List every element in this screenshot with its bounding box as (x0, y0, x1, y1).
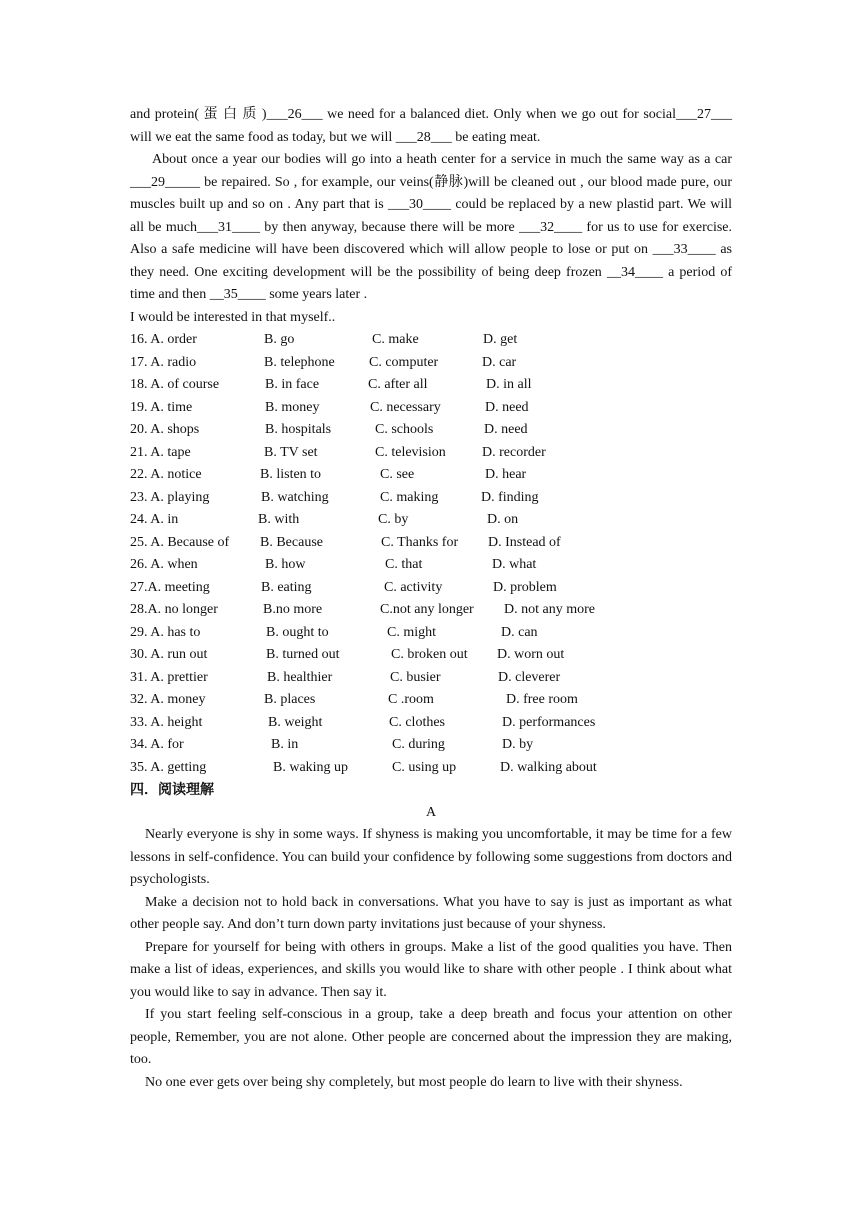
option-row-18 (130, 374, 732, 397)
option-row-29 (130, 622, 732, 645)
option-row-25 (130, 532, 732, 555)
option-b: B. in face (265, 377, 320, 392)
option-b: B. ought to (266, 624, 329, 640)
option-b: B. listen to (260, 467, 322, 482)
option-c: C. during (392, 737, 445, 752)
option-a: 27.A. meeting (130, 579, 210, 595)
option-b: B. waking up (273, 759, 349, 775)
option-c: C. making (380, 489, 439, 505)
option-d: D. worn out (497, 647, 565, 662)
option-a: 21. A. tape (130, 444, 191, 460)
option-a: 22. A. notice (130, 467, 202, 482)
option-a: 26. A. when (130, 557, 198, 572)
option-d: D. recorder (482, 444, 546, 460)
reading-paragraph-3: Prepare for yourself for being with others in groups. Make a list of the good qualities you have. Then make a list of ideas, experiences, and skills you would like to share with other people . I think about what you would like to say in advance. Then say it. (130, 939, 732, 1000)
option-c: C. make (372, 332, 419, 347)
option-b: B.no more (263, 602, 323, 617)
passage-label: A (425, 804, 437, 820)
option-c: C. activity (384, 579, 443, 595)
option-b: B. turned out (266, 647, 340, 662)
option-d: D. walking about (500, 759, 597, 775)
document-page (130, 104, 732, 1094)
cloze-paragraph-1: and protein( 蛋 白 质 )___26___ we need for a balanced diet. Only when we go out for social___27___ will we eat the same food as today, but we will ___28___ be eating meat. (130, 107, 732, 145)
option-d: D. finding (481, 489, 539, 505)
option-c: C. Thanks for (381, 534, 459, 550)
option-row-28 (130, 599, 732, 622)
option-c: C. necessary (370, 399, 441, 415)
reading-paragraph-5: No one ever gets over being shy completely, but most people do learn to live with their shyness. (145, 1074, 683, 1090)
option-d: D. get (483, 332, 518, 347)
option-c: C. clothes (389, 714, 445, 730)
option-a: 16. A. order (130, 332, 197, 347)
reading-paragraph-4: If you start feeling self-conscious in a group, take a deep breath and focus your attention on other people, Remember, you are not alone. Other people are concerned about the impression they are making, too. (130, 1007, 732, 1067)
option-c: C. might (387, 624, 437, 640)
option-c: C. television (375, 444, 446, 460)
option-row-19 (130, 397, 732, 420)
option-b: B. Because (260, 534, 323, 550)
option-row-35 (130, 757, 732, 780)
option-b: B. eating (261, 579, 312, 595)
option-a: 25. A. Because of (130, 534, 230, 550)
reading-paragraph-1: Nearly everyone is shy in some ways. If shyness is making you uncomfortable, it may be time for a few lessons in self-confidence. You can build your confidence by following some suggestions from doctors and psychologists. (130, 827, 732, 887)
option-b: B. watching (261, 489, 329, 505)
option-b: B. how (265, 557, 306, 572)
option-d: D. need (485, 399, 529, 415)
option-row-22 (130, 464, 732, 487)
reading-paragraph-2: Make a decision not to hold back in conversations. What you have to say is just as important as what other people say. And don’t turn down party invitations just because of your shyness. (130, 894, 732, 932)
option-row-17 (130, 352, 732, 375)
option-row-33 (130, 712, 732, 735)
option-row-26 (130, 554, 732, 577)
option-a: 20. A. shops (130, 422, 200, 437)
option-d: D. can (501, 624, 538, 640)
option-d: D. need (484, 422, 528, 437)
option-d: D. in all (486, 377, 532, 392)
option-b: B. with (258, 512, 300, 527)
option-b: B. telephone (264, 354, 335, 370)
option-c: C. see (380, 467, 415, 482)
option-a: 17. A. radio (130, 354, 197, 370)
option-b: B. weight (268, 714, 323, 730)
option-a: 34. A. for (130, 737, 184, 752)
option-c: C. broken out (391, 647, 468, 662)
option-a: 32. A. money (130, 692, 206, 707)
option-d: D. what (492, 557, 537, 572)
option-row-20 (130, 419, 732, 442)
option-b: B. places (264, 692, 316, 707)
option-row-16 (130, 329, 732, 352)
option-b: B. TV set (264, 444, 318, 460)
cloze-options-list (130, 329, 732, 779)
option-a: 33. A. height (130, 714, 203, 730)
option-d: D. free room (506, 692, 578, 707)
option-c: C. after all (368, 377, 428, 392)
section-heading: 四．阅读理解 (130, 782, 214, 798)
option-b: B. hospitals (265, 422, 332, 437)
option-d: D. hear (485, 467, 527, 482)
option-d: D. performances (502, 714, 596, 730)
option-a: 24. A. in (130, 512, 179, 527)
option-d: D. not any more (504, 602, 595, 617)
option-d: D. by (502, 737, 534, 752)
option-a: 31. A. prettier (130, 669, 208, 685)
option-a: 19. A. time (130, 399, 193, 415)
option-a: 28.A. no longer (130, 602, 218, 617)
option-c: C.not any longer (380, 602, 474, 617)
option-a: 18. A. of course (130, 377, 220, 392)
option-d: D. car (482, 354, 517, 370)
option-b: B. go (264, 332, 295, 347)
option-row-34 (130, 734, 732, 757)
option-d: D. problem (493, 579, 557, 595)
option-row-21 (130, 442, 732, 465)
option-c: C .room (388, 692, 434, 707)
option-c: C. busier (390, 669, 441, 685)
option-row-31 (130, 667, 732, 690)
option-a: 35. A. getting (130, 759, 207, 775)
option-d: D. on (487, 512, 519, 527)
option-row-32 (130, 689, 732, 712)
option-c: C. that (385, 557, 423, 572)
option-row-23 (130, 487, 732, 510)
option-a: 23. A. playing (130, 489, 210, 505)
option-a: 30. A. run out (130, 647, 208, 662)
cloze-paragraph-3: I would be interested in that myself.. (130, 309, 336, 325)
option-c: C. by (378, 512, 409, 527)
option-d: D. Instead of (488, 534, 561, 550)
option-b: B. money (265, 399, 320, 415)
option-row-30 (130, 644, 732, 667)
option-b: B. in (271, 737, 299, 752)
cloze-paragraph-2: About once a year our bodies will go into a heath center for a service in much the same way as a car ___29_____ be repaired. So , for example, our veins(静脉)will be cleaned out , our blood made pure, our muscles built up and so on . Any part that is ___30____ could be replaced by a new plastid part. We will all be much___31____ by then anyway, because there will be more ___32____ for us to use for exercise. Also a safe medicine will have been discovered which will allow people to lose or put on ___33____ as they need. One exciting development will be the possibility of being deep frozen __34____ a period of time and then __35____ some years later . (130, 152, 732, 302)
option-row-27 (130, 577, 732, 600)
option-c: C. computer (369, 354, 439, 370)
option-a: 29. A. has to (130, 624, 201, 640)
option-row-24 (130, 509, 732, 532)
option-b: B. healthier (267, 669, 333, 685)
option-d: D. cleverer (498, 669, 561, 685)
option-c: C. schools (375, 422, 434, 437)
option-c: C. using up (392, 759, 457, 775)
